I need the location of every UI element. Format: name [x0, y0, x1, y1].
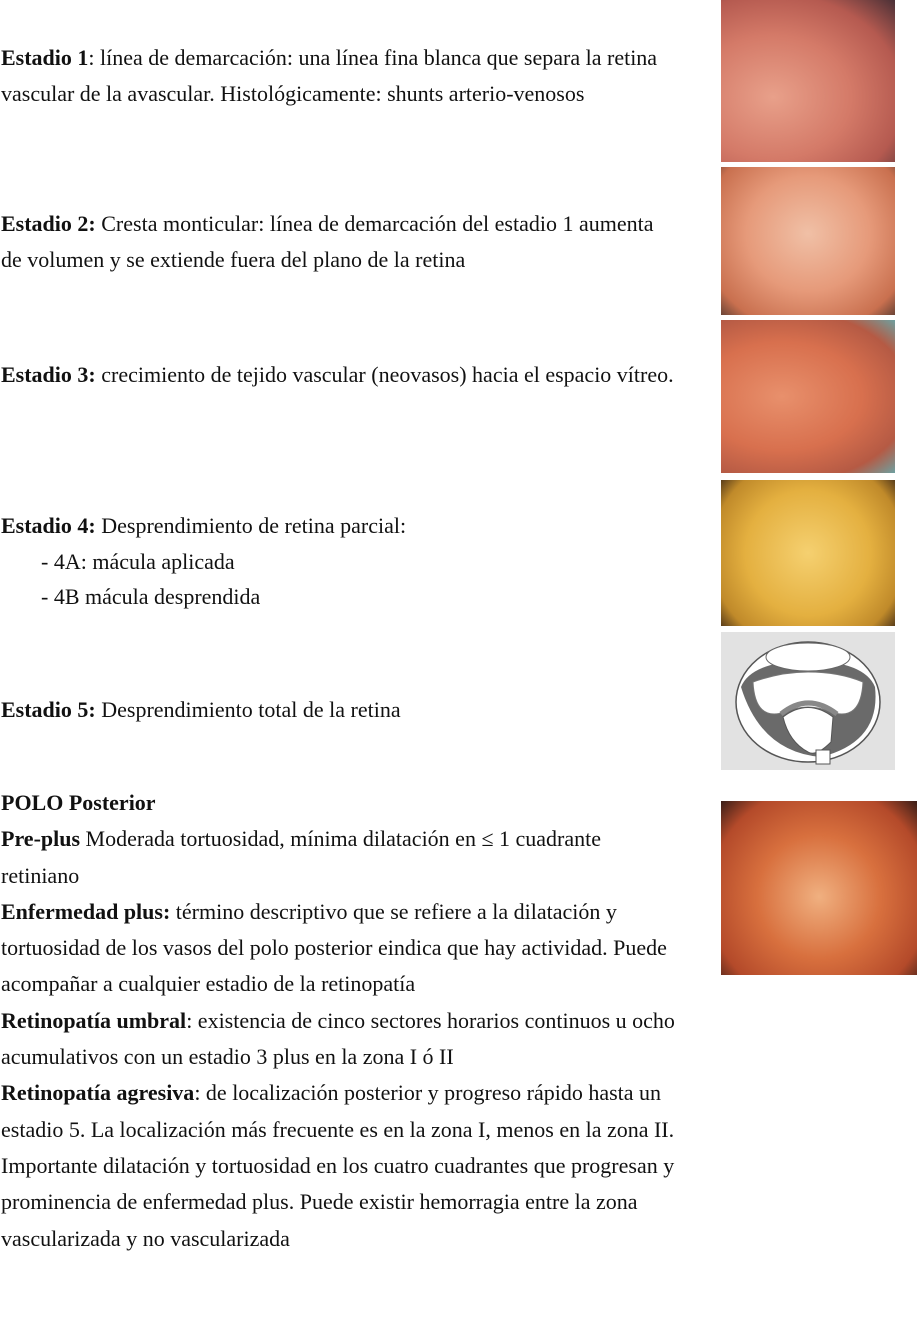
item-text: Moderada tortuosidad, mínima dilatación en ≤ 1 cuadrante retiniano [1, 826, 602, 888]
item-label: Retinopatía umbral [1, 1007, 187, 1033]
stage-4-paragraph [1, 508, 676, 615]
item-text: : existencia de cinco sectores horarios continuos u ocho acumulativos con un estadio 3 plus en la zona I ó II [1, 1007, 675, 1070]
fundus-image-stage-3 [721, 320, 895, 473]
pre-plus-item [1, 821, 676, 894]
stage-text: Desprendimiento total de la retina [95, 697, 401, 722]
stage-label: Estadio 1 [1, 45, 89, 70]
eye-diagram-stage-5 [721, 632, 895, 770]
stage-text: : línea de demarcación: una línea fina blanca que separa la retina vascular de la avascular. Histológicamente: shunts arterio-venosos [1, 45, 658, 106]
fundus-image-stage-2 [721, 167, 895, 315]
stage-2-paragraph [1, 206, 676, 277]
stage-4b: - 4B mácula desprendida [41, 584, 261, 609]
stage-4a: - 4A: mácula aplicada [41, 548, 235, 574]
item-label: Retinopatía agresiva [1, 1080, 195, 1106]
item-label: Enfermedad plus: [1, 898, 171, 924]
fundus-image-stage-1 [721, 0, 895, 162]
stage-5-paragraph [1, 692, 676, 728]
agresiva-item [1, 1075, 676, 1256]
stage-1-paragraph [1, 40, 676, 111]
fundus-image-stage-4 [721, 480, 895, 626]
stage-text: Desprendimiento de retina parcial: [95, 513, 407, 538]
stage-label: Estadio 4: [1, 513, 96, 538]
item-text: término descriptivo que se refiere a la dilatación y tortuosidad de los vasos del polo posterior eindica que hay actividad. Puede acompañar a cualquier estadio de la retinopatía [1, 898, 667, 997]
stage-3-paragraph [1, 357, 676, 393]
stage-label: Estadio 2: [1, 211, 96, 236]
umbral-item [1, 1003, 676, 1076]
polo-heading: POLO Posterior [1, 790, 156, 815]
stage-text: crecimiento de tejido vascular (neovasos) hacia el espacio vítreo. [95, 362, 674, 387]
polo-section [1, 785, 676, 1257]
item-text: : de localización posterior y progreso rápido hasta un estadio 5. La localización más frecuente es en la zona I, menos en la zona II. Importante dilatación y tortuosidad en los cuatro cuadrantes que progresan y prominencia de enfermedad plus. Puede existir hemorragia entre la zona vascularizada y no vascularizada [1, 1080, 675, 1251]
fundus-image-plus-disease [721, 801, 917, 975]
item-label: Pre-plus [1, 826, 81, 852]
stage-text: Cresta monticular: línea de demarcación del estadio 1 aumenta de volumen y se extiende fuera del plano de la retina [1, 211, 654, 272]
stage-label: Estadio 3: [1, 362, 96, 387]
stage-label: Estadio 5: [1, 697, 96, 722]
plus-item [1, 894, 676, 1003]
